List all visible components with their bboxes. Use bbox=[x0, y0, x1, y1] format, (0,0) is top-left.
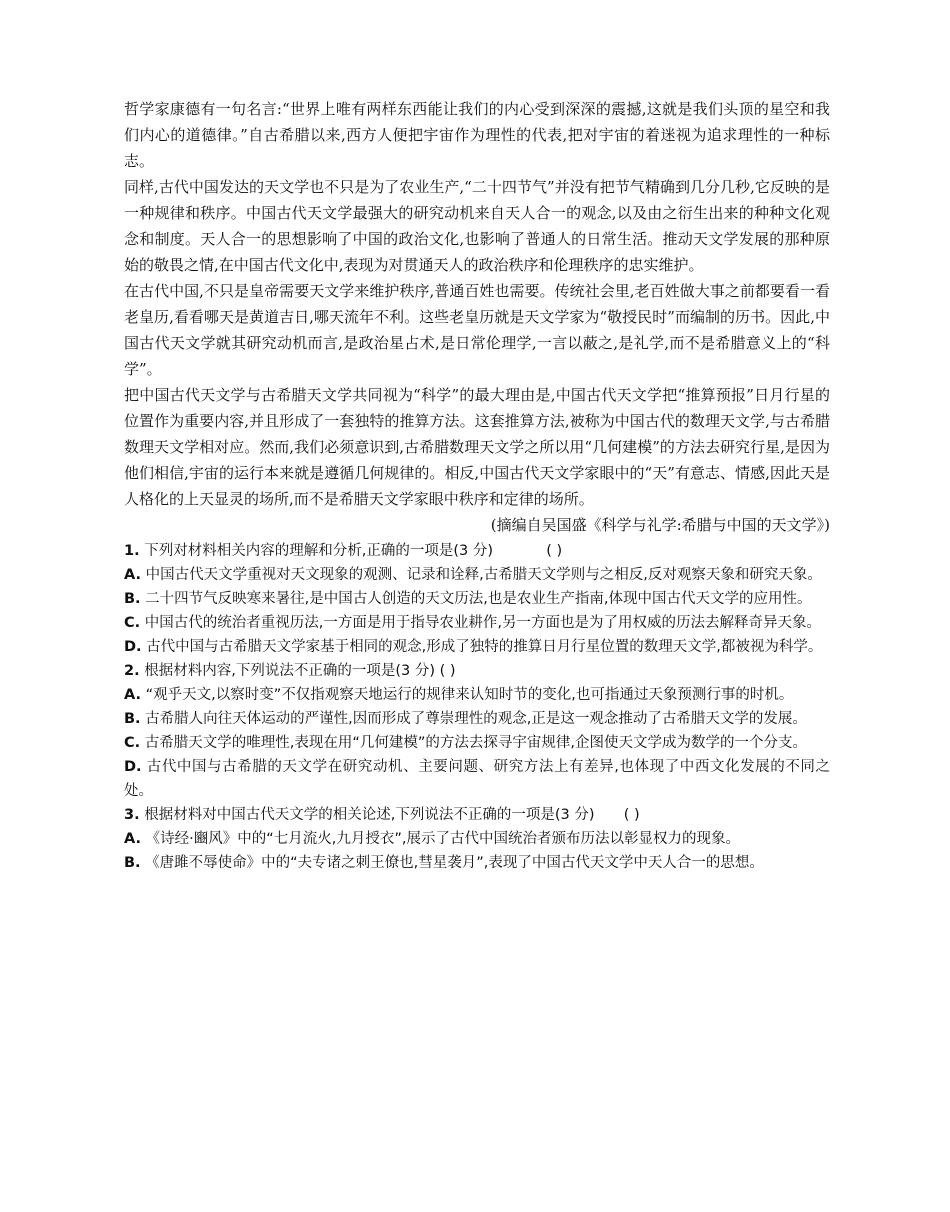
option-text: 二十四节气反映寒来暑往,是中国古人创造的天文历法,也是农业生产指南,体现中国古代天文学的应用性。 bbox=[145, 591, 812, 607]
option-text: “观乎天文,以察时变”不仅指观察天地运行的规律来认知时节的变化,也可指通过天象预测行事的时机。 bbox=[145, 687, 794, 703]
option-text: 《唐雎不辱使命》中的“夫专诸之刺王僚也,彗星袭月”,表现了中国古代天文学中天人合一的思想。 bbox=[145, 855, 764, 871]
option-c[interactable] bbox=[124, 611, 830, 635]
answer-blank[interactable]: ( ) bbox=[439, 663, 456, 679]
question-list bbox=[124, 539, 830, 875]
question-number: 1. bbox=[124, 543, 140, 559]
option-d[interactable] bbox=[124, 635, 830, 659]
option-letter: C. bbox=[124, 735, 141, 751]
option-text: 古希腊人向往天体运动的严谨性,因而形成了尊崇理性的观念,正是这一观念推动了古希腊天文学的发展。 bbox=[145, 711, 807, 727]
question-2 bbox=[124, 659, 830, 803]
question-3 bbox=[124, 803, 830, 875]
option-c[interactable] bbox=[124, 731, 830, 755]
question-number: 2. bbox=[124, 663, 140, 679]
passage-paragraph-2: 同样,古代中国发达的天文学也不只是为了农业生产,“二十四节气”并没有把节气精确到几分几秒,它反映的是一种规律和秩序。中国古代天文学最强大的研究动机来自天人合一的观念,以及由之衍生出来的种种文化观念和制度。天人合一的思想影响了中国的政治文化,也影响了普通人的日常生活。推动天文学发展的那种原始的敬畏之情,在中国古代文化中,表现为对贯通天人的政治秩序和伦理秩序的忠实维护。 bbox=[124, 178, 830, 274]
answer-blank[interactable]: ( ) bbox=[546, 543, 563, 559]
option-text: 古希腊天文学的唯理性,表现在用“几何建模”的方法去探寻宇宙规律,企图使天文学成为数学的一个分支。 bbox=[144, 735, 808, 751]
option-d[interactable] bbox=[124, 755, 830, 803]
option-text: 古代中国与古希腊的天文学在研究动机、主要问题、研究方法上有差异,也体现了中西文化发展的不同之处。 bbox=[124, 759, 831, 799]
passage-source: (摘编自吴国盛《科学与礼学:希腊与中国的天文学》) bbox=[490, 516, 830, 534]
option-text: 中国古代的统治者重视历法,一方面是用于指导农业耕作,另一方面也是为了用权威的历法去解释奇异天象。 bbox=[144, 615, 821, 631]
option-a[interactable] bbox=[124, 563, 830, 587]
option-b[interactable] bbox=[124, 707, 830, 731]
question-stem bbox=[124, 803, 830, 827]
option-letter: A. bbox=[124, 687, 141, 703]
option-letter: C. bbox=[124, 615, 141, 631]
option-a[interactable] bbox=[124, 683, 830, 707]
question-stem bbox=[124, 659, 830, 683]
option-b[interactable] bbox=[124, 587, 830, 611]
question-text: 下列对材料相关内容的理解和分析,正确的一项是(3 分) bbox=[144, 543, 493, 559]
option-text: 《诗经·豳风》中的“七月流火,九月授衣”,展示了古代中国统治者颁布历法以彰显权力的现象。 bbox=[145, 831, 740, 847]
option-letter: B. bbox=[124, 711, 141, 727]
option-letter: A. bbox=[124, 567, 141, 583]
option-letter: B. bbox=[124, 855, 141, 871]
option-letter: B. bbox=[124, 591, 141, 607]
option-text: 中国古代天文学重视对天文现象的观测、记录和诠释,古希腊天文学则与之相反,反对观察天象和研究天象。 bbox=[145, 567, 822, 583]
exam-page bbox=[124, 96, 830, 875]
question-text: 根据材料内容,下列说法不正确的一项是(3 分) bbox=[144, 663, 435, 679]
question-1 bbox=[124, 539, 830, 659]
option-letter: D. bbox=[124, 639, 142, 655]
answer-blank[interactable]: ( ) bbox=[623, 807, 640, 823]
question-text: 根据材料对中国古代天文学的相关论述,下列说法不正确的一项是(3 分) bbox=[144, 807, 595, 823]
option-b[interactable] bbox=[124, 851, 830, 875]
passage-paragraph-4: 把中国古代天文学与古希腊天文学共同视为“科学”的最大理由是,中国古代天文学把“推算预报”日月行星的位置作为重要内容,并且形成了一套独特的推算方法。这套推算方法,被称为中国古代的数理天文学,与古希腊数理天文学相对应。然而,我们必须意识到,古希腊数理天文学之所以用“几何建模”的方法去研究行星,是因为他们相信,宇宙的运行本来就是遵循几何规律的。相反,中国古代天文学家眼中的“天”有意志、情感,因此天是人格化的上天显灵的场所,而不是希腊天文学家眼中秩序和定律的场所。 bbox=[124, 386, 830, 508]
passage-paragraph-3: 在古代中国,不只是皇帝需要天文学来维护秩序,普通百姓也需要。传统社会里,老百姓做大事之前都要看一看老皇历,看看哪天是黄道吉日,哪天流年不利。这些老皇历就是天文学家为“敬授民时”而编制的历书。因此,中国古代天文学就其研究动机而言,是政治星占术,是日常伦理学,一言以蔽之,是礼学,而不是希腊意义上的“科学”。 bbox=[124, 282, 830, 378]
option-text: 古代中国与古希腊天文学家基于相同的观念,形成了独特的推算日月行星位置的数理天文学,都被视为科学。 bbox=[146, 639, 823, 655]
question-number: 3. bbox=[124, 807, 140, 823]
option-letter: A. bbox=[124, 831, 141, 847]
question-stem bbox=[124, 539, 830, 563]
option-a[interactable] bbox=[124, 827, 830, 851]
passage-paragraph-1: 哲学家康德有一句名言:“世界上唯有两样东西能让我们的内心受到深深的震撼,这就是我们头顶的星空和我们内心的道德律。”自古希腊以来,西方人便把宇宙作为理性的代表,把对宇宙的着迷视为追求理性的一种标志。 bbox=[124, 100, 830, 170]
reading-passage bbox=[124, 96, 830, 512]
option-letter: D. bbox=[124, 759, 142, 775]
